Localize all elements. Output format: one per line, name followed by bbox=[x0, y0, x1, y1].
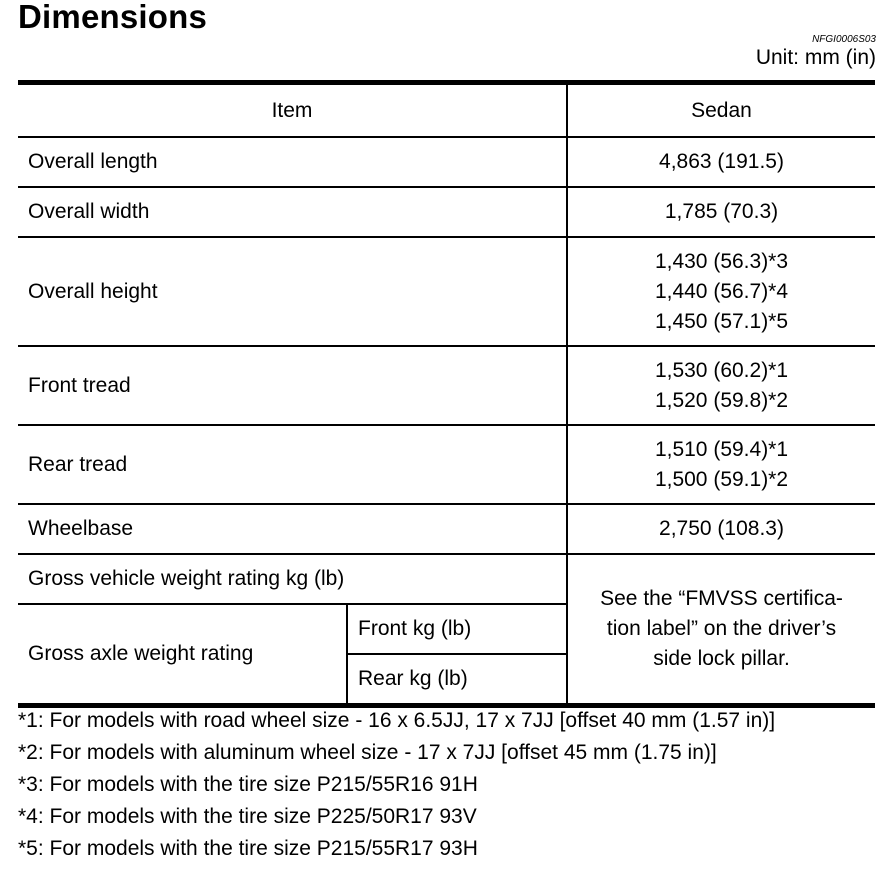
table-row bbox=[18, 425, 875, 504]
table-row bbox=[18, 504, 875, 554]
document-code: NFGI0006S03 bbox=[812, 34, 876, 45]
gawr-front-label: Front kg (lb) bbox=[347, 604, 567, 654]
weight-note-line: See the “FMVSS certifica- bbox=[600, 587, 843, 610]
overall-length-value: 4,863 (191.5) bbox=[567, 137, 875, 187]
footnote: *3: For models with the tire size P215/55R16 91H bbox=[18, 773, 478, 796]
overall-width-label: Overall width bbox=[18, 187, 567, 237]
overall-height-value: 1,430 (56.3)*3 bbox=[654, 249, 789, 273]
table-row bbox=[18, 137, 875, 187]
front-tread-values bbox=[567, 346, 875, 425]
rear-tread-values bbox=[567, 425, 875, 504]
footnote: *1: For models with road wheel size - 16 x 6.5JJ, 17 x 7JJ [offset 40 mm (1.57 in)] bbox=[18, 709, 776, 732]
gvwr-label: Gross vehicle weight rating kg (lb) bbox=[18, 554, 567, 604]
overall-length-label: Overall length bbox=[18, 137, 567, 187]
wheelbase-value: 2,750 (108.3) bbox=[567, 504, 875, 554]
footnotes bbox=[18, 705, 775, 865]
front-tread-label: Front tread bbox=[18, 346, 567, 425]
footnote: *4: For models with the tire size P225/50R17 93V bbox=[18, 805, 477, 828]
footnote: *2: For models with aluminum wheel size - 17 x 7JJ [offset 45 mm (1.75 in)] bbox=[18, 741, 717, 764]
gawr-rear-label: Rear kg (lb) bbox=[347, 654, 567, 706]
weight-rating-note bbox=[567, 554, 875, 706]
header-sedan: Sedan bbox=[567, 83, 875, 138]
table-header-row bbox=[18, 83, 875, 138]
table-row bbox=[18, 237, 875, 346]
rear-tread-label: Rear tread bbox=[18, 425, 567, 504]
overall-height-value: 1,440 (56.7)*4 bbox=[654, 279, 789, 303]
weight-note-line: tion label” on the driver’s bbox=[606, 617, 837, 640]
overall-height-values bbox=[567, 237, 875, 346]
unit-label: Unit: mm (in) bbox=[755, 46, 876, 69]
table-row bbox=[18, 554, 875, 604]
table-row bbox=[18, 187, 875, 237]
table-row bbox=[18, 346, 875, 425]
overall-height-value: 1,450 (57.1)*5 bbox=[654, 309, 789, 333]
front-tread-value: 1,520 (59.8)*2 bbox=[654, 388, 789, 412]
front-tread-value: 1,530 (60.2)*1 bbox=[654, 358, 789, 382]
rear-tread-value: 1,500 (59.1)*2 bbox=[654, 467, 789, 491]
footnote: *5: For models with the tire size P215/55R17 93H bbox=[18, 837, 478, 860]
wheelbase-label: Wheelbase bbox=[18, 504, 567, 554]
overall-height-label: Overall height bbox=[18, 237, 567, 346]
rear-tread-value: 1,510 (59.4)*1 bbox=[654, 437, 789, 461]
weight-note-line: side lock pillar. bbox=[653, 647, 790, 670]
header-item: Item bbox=[18, 83, 567, 138]
dimensions-table bbox=[18, 80, 875, 708]
page-title: Dimensions bbox=[18, 0, 208, 35]
gawr-label: Gross axle weight rating bbox=[18, 604, 347, 706]
overall-width-value: 1,785 (70.3) bbox=[567, 187, 875, 237]
